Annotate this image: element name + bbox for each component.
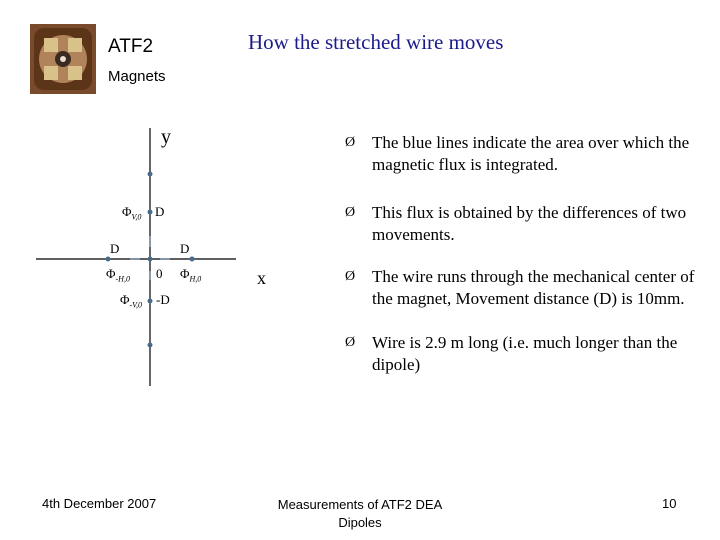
footer-center: Measurements of ATF2 DEA Dipoles <box>277 497 443 530</box>
arrow-bullet-icon: Ø <box>345 269 356 284</box>
page-number: 10 <box>662 496 677 511</box>
phi-v-minus-distance: -D <box>156 292 170 307</box>
bullet-item <box>345 266 700 310</box>
phi-h-minus-label: $\Phi_{-H,0}$ <box>106 266 130 284</box>
footer-date: 4th December 2007 <box>42 496 157 511</box>
point-bottom-outer <box>148 343 153 348</box>
x-axis-label: x <box>257 268 266 288</box>
bullet-item <box>345 332 700 376</box>
bullet-list <box>345 132 700 376</box>
phi-v-label: $\Phi_{V,0}$ <box>122 204 142 222</box>
bullet-item <box>345 202 700 246</box>
point-origin <box>148 257 153 262</box>
point-top <box>148 210 153 215</box>
arrow-bullet-icon: Ø <box>345 335 356 350</box>
bullet-text: The wire runs through the mechanical center of the magnet, Movement distance (D) is 10mm. <box>372 267 695 308</box>
org-subtitle: Magnets <box>108 68 166 85</box>
org-title: ATF2 <box>108 36 154 57</box>
arrow-bullet-icon: Ø <box>345 205 356 220</box>
point-bottom <box>148 299 153 304</box>
bullet-item <box>345 132 700 176</box>
slide-title: How the stretched wire moves <box>248 30 504 54</box>
arrow-bullet-icon: Ø <box>345 135 356 150</box>
origin-label: 0 <box>156 266 163 281</box>
right-distance-label: D <box>180 241 190 256</box>
y-axis-label: y <box>161 126 171 148</box>
point-top-outer <box>148 172 153 177</box>
bullet-text: The blue lines indicate the area over which the magnetic flux is integrated. <box>372 133 690 174</box>
phi-h-plus-label: $\Phi_{H,0}$ <box>180 266 202 284</box>
left-distance-label: D <box>110 241 120 256</box>
phi-v-distance: D <box>155 204 165 219</box>
bullet-text: This flux is obtained by the differences of two movements. <box>372 203 687 244</box>
phi-v-minus-label: $\Phi_{-V,0}$ <box>120 292 143 310</box>
point-right <box>190 257 195 262</box>
bullet-text: Wire is 2.9 m long (i.e. much longer than the dipole) <box>372 333 678 374</box>
point-left <box>106 257 111 262</box>
